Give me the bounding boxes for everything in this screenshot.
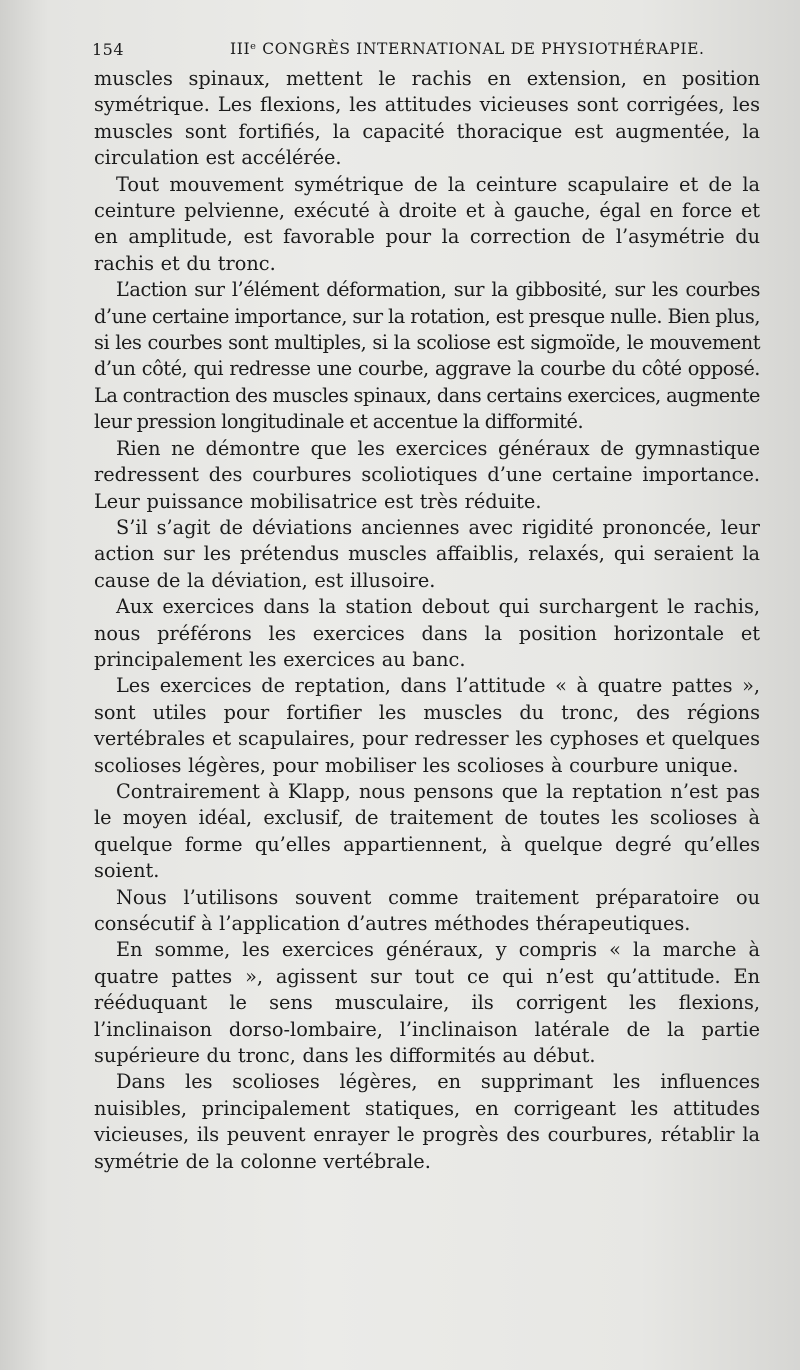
paragraph: S’il s’agit de déviations anciennes avec rigidité prononcée, leur action sur les prétendus muscles affaiblis, relaxés, qui seraient la cause de la déviation, est illusoire. [94, 515, 760, 592]
paragraph-continued: muscles spinaux, mettent le rachis en extension, en position symétrique. Les flexions, les attitudes vicieuses sont corrigées, les muscles sont fortifiés, la capacité thoracique est augmentée, la circulation est accélérée. [94, 67, 760, 170]
page-number: 154 [92, 40, 125, 59]
paragraph: Les exercices de reptation, dans l’attitude « à quatre pattes », sont utiles pour fortifier les muscles du tronc, des régions vertébrales et scapulaires, pour redresser les cyphoses et quelques scolioses légères, pour mobiliser les scolioses à courbure unique. [94, 674, 760, 777]
paragraph: Dans les scolioses légères, en supprimant les influences nuisibles, principalement statiques, en corrigeant les attitudes vicieuses, ils peuvent enrayer le progrès des courbures, rétablir la symétrie de la colonne vertébrale. [94, 1070, 760, 1173]
paragraph: Contrairement à Klapp, nous pensons que la reptation n’est pas le moyen idéal, exclusif, de traitement de toutes les scolioses à quelque forme qu’elles appartiennent, à quelque degré qu’elles soient. [94, 779, 760, 883]
paragraph: Aux exercices dans la station debout qui surchargent le rachis, nous préférons les exercices dans la position horizontale et principalement les exercices au banc. [94, 595, 760, 671]
running-title: IIIᵉ CONGRÈS INTERNATIONAL DE PHYSIOTHÉRAPIE. [230, 40, 705, 58]
body-text [94, 66, 760, 1175]
page-header [92, 40, 760, 66]
paragraph: L’action sur l’élément déformation, sur la gibbosité, sur les courbes d’une certaine importance, sur la rotation, est presque nulle. Bien plus, si les courbes sont multiples, si la scoliose est sigmoïde, le mouvement d’un côté, qui redresse une courbe, aggrave la courbe du côté opposé. La contraction des muscles spinaux, dans certains exercices, augmente leur pression longitudinale et accentue la difformité. [94, 278, 760, 434]
paragraph: Nous l’utilisons souvent comme traitement préparatoire ou consécutif à l’application d’autres méthodes thérapeutiques. [94, 885, 760, 935]
paragraph: Rien ne démontre que les exercices généraux de gymnastique redressent des courbures scoliotiques d’une certaine importance. Leur puissance mobilisatrice est très réduite. [94, 436, 760, 513]
paragraph: En somme, les exercices généraux, y compris « la marche à quatre pattes », agissent sur tout ce qui n’est qu’attitude. En rééduquant le sens musculaire, ils corrigent les flexions, l’inclinaison dorso-lombaire, l’inclinaison latérale de la partie supérieure du tronc, dans les difformités au début. [94, 938, 760, 1068]
paragraph: Tout mouvement symétrique de la ceinture scapulaire et de la ceinture pelvienne, exécuté à droite et à gauche, égal en force et en amplitude, est favorable pour la correction de l’asymétrie du rachis et du tronc. [94, 172, 760, 275]
